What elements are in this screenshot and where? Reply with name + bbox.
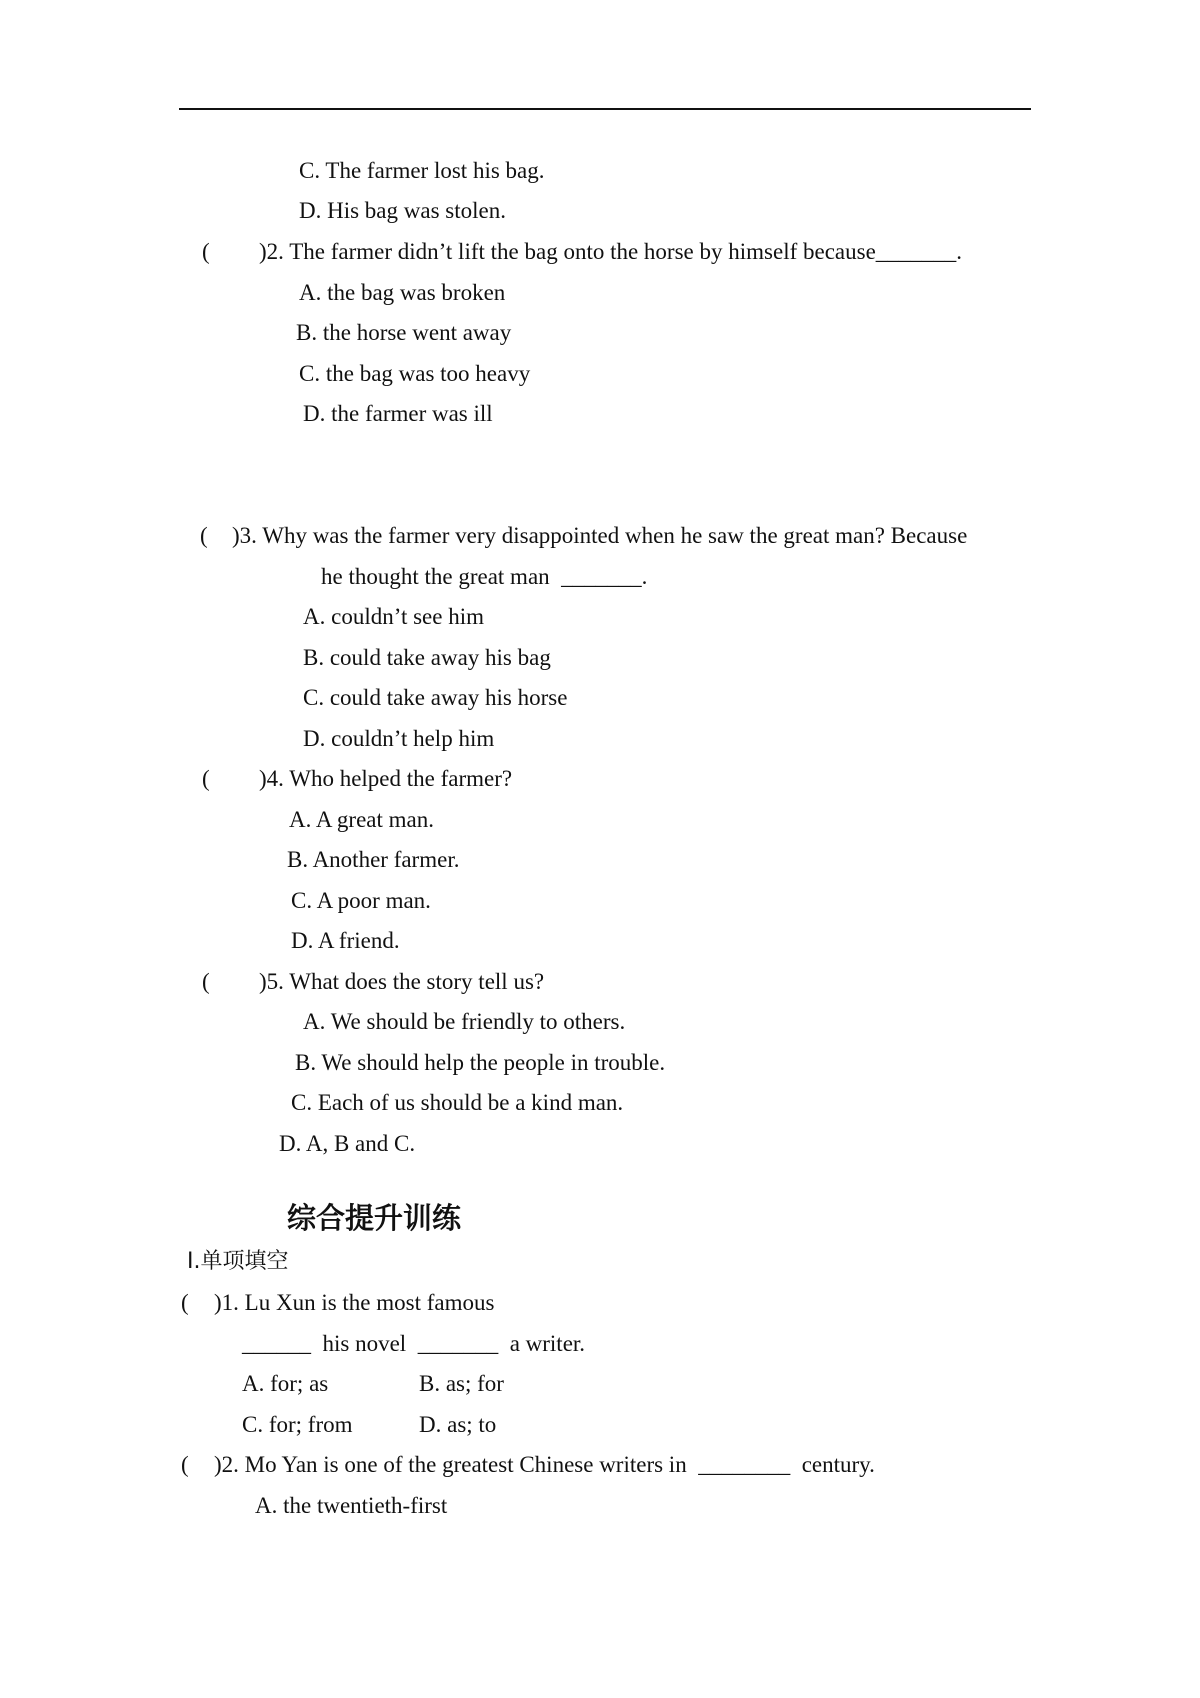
- s1-stem: )1. Lu Xun is the most famous: [214, 1290, 495, 1315]
- q5-option-c: C. Each of us should be a kind man.: [291, 1090, 624, 1115]
- q3-stem: )3. Why was the farmer very disappointed when he saw the great man? Because: [232, 523, 968, 548]
- q5-stem: )5. What does the story tell us?: [259, 969, 545, 994]
- q2-option-a: A. the bag was broken: [299, 280, 506, 305]
- q4-option-d: D. A friend.: [291, 928, 400, 953]
- q4-stem: )4. Who helped the farmer?: [259, 766, 513, 791]
- s1-answer-paren: (: [181, 1290, 189, 1315]
- s1-option-c: C. for; from: [242, 1412, 353, 1437]
- q5-option-a: A. We should be friendly to others.: [303, 1009, 626, 1034]
- s2-option-a: A. the twentieth-first: [255, 1493, 448, 1518]
- s2-answer-paren: (: [181, 1452, 189, 1477]
- s1-blank-line: ______ his novel _______ a writer.: [242, 1331, 586, 1356]
- q1-option-c: C. The farmer lost his bag.: [299, 158, 545, 183]
- q3-option-d: D. couldn’t help him: [303, 726, 495, 751]
- q1-option-d: D. His bag was stolen.: [299, 198, 506, 223]
- q2-answer-paren: (: [202, 239, 210, 264]
- q3-option-a: A. couldn’t see him: [303, 604, 484, 629]
- q3-option-b: B. could take away his bag: [303, 645, 551, 670]
- q4-option-c: C. A poor man.: [291, 888, 431, 913]
- s2-stem: )2. Mo Yan is one of the greatest Chinese writers in ________ century.: [214, 1452, 875, 1477]
- q3-option-c: C. could take away his horse: [303, 685, 568, 710]
- q2-option-c: C. the bag was too heavy: [299, 361, 531, 386]
- s1-option-a: A. for; as: [242, 1371, 329, 1396]
- q3-stem-continued: he thought the great man _______.: [321, 564, 648, 589]
- header-rule: [179, 108, 1031, 110]
- s1-option-d: D. as; to: [419, 1412, 497, 1437]
- q5-option-d: D. A, B and C.: [279, 1131, 416, 1156]
- q2-stem: )2. The farmer didn’t lift the bag onto the horse by himself because_______.: [259, 239, 963, 264]
- q5-option-b: B. We should help the people in trouble.: [295, 1050, 666, 1075]
- q2-option-b: B. the horse went away: [296, 320, 512, 345]
- q4-option-a: A. A great man.: [289, 807, 434, 832]
- s1-option-b: B. as; for: [419, 1371, 504, 1396]
- q4-option-b: B. Another farmer.: [287, 847, 460, 872]
- section-title: 综合提升训练: [287, 1201, 462, 1235]
- q4-answer-paren: (: [202, 766, 210, 791]
- section-subtitle: Ⅰ.单项填空: [187, 1249, 289, 1274]
- q5-answer-paren: (: [202, 969, 210, 994]
- q2-option-d: D. the farmer was ill: [303, 401, 493, 426]
- q3-answer-paren: (: [200, 523, 208, 548]
